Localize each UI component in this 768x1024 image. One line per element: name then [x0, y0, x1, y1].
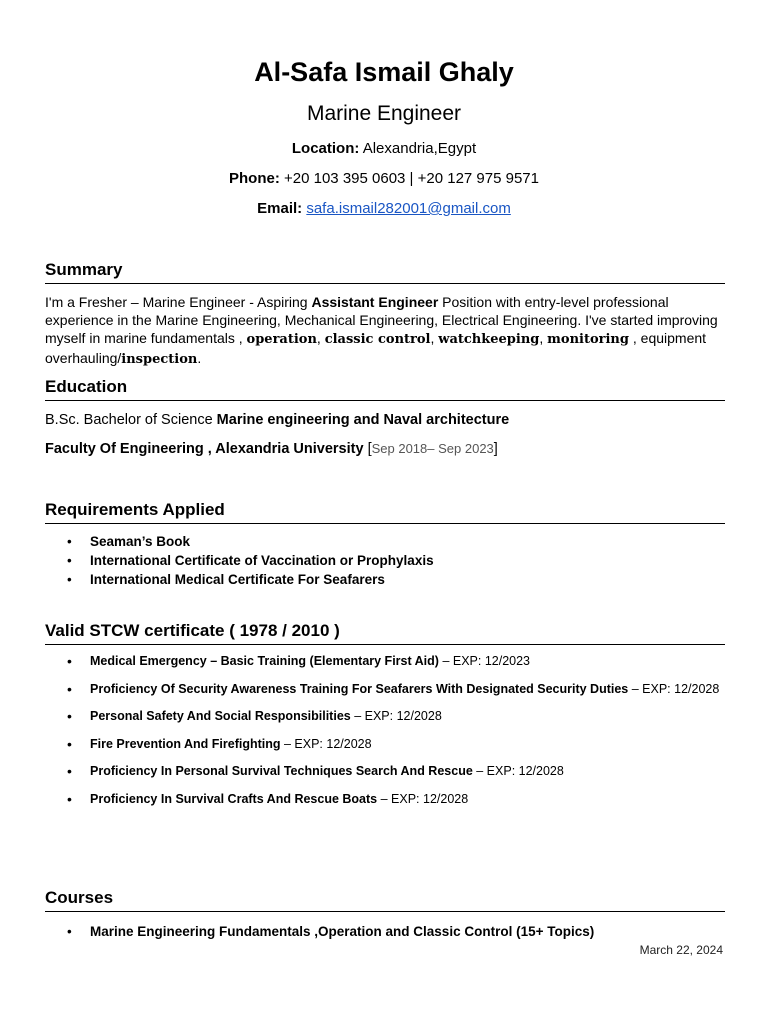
stcw-heading: Valid STCW certificate ( 1978 / 2010 ) — [45, 621, 340, 640]
list-item: • International Certificate of Vaccination or Prophylaxis — [45, 551, 725, 570]
bracket: [ — [363, 441, 372, 457]
certificate-name: Proficiency In Survival Crafts And Rescue Boats — [90, 791, 378, 806]
certificate-expiry: – EXP: 12/2028 — [377, 791, 469, 806]
requirements-section-header — [45, 499, 725, 524]
location-line — [0, 139, 768, 159]
courses-heading: Courses — [45, 888, 114, 907]
location-label: Location: — [291, 140, 360, 157]
summary-highlight: Assistant Engineer — [311, 294, 439, 310]
requirements-heading: Requirements Applied — [45, 500, 225, 519]
summary-text-part: . — [197, 350, 202, 366]
education-heading: Education — [45, 377, 128, 396]
certificate-expiry: – EXP: 12/2023 — [438, 654, 531, 668]
certificate-name: Fire Prevention And Firefighting — [90, 736, 281, 751]
education-dates: Sep 2018– Sep 2023 — [371, 441, 494, 456]
summary-text-part: I'm a Fresher – Marine Engineer - Aspiring — [45, 294, 312, 310]
location-value: Alexandria,Egypt — [362, 140, 477, 157]
section-divider — [45, 283, 725, 284]
list-item — [45, 676, 725, 704]
list-item — [45, 703, 725, 731]
phone-line — [0, 169, 768, 189]
list-item: • Seaman’s Book — [45, 532, 725, 551]
phone-label: Phone: — [229, 170, 280, 187]
footer-date: March 22, 2024 — [639, 943, 723, 957]
skill-keyword: watchkeeping — [438, 332, 540, 347]
skill-keyword: classic control — [324, 332, 431, 347]
candidate-name: Al-Safa Ismail Ghaly — [254, 57, 514, 87]
certificate-name: Medical Emergency – Basic Training (Elementary First Aid) — [90, 654, 439, 668]
list-item: • Marine Engineering Fundamentals ,Operation and Classic Control (15+ Topics) — [45, 922, 725, 941]
list-item — [45, 786, 725, 814]
degree-line — [45, 411, 720, 429]
list-item — [45, 731, 725, 759]
courses-section-header — [45, 887, 725, 912]
school-name: Faculty Of Engineering , Alexandria University — [45, 441, 364, 457]
summary-heading: Summary — [45, 260, 123, 279]
summary-text — [45, 293, 720, 369]
certificate-name: Proficiency In Personal Survival Techniques Search And Rescue — [90, 764, 473, 778]
skill-keyword: inspection — [121, 352, 198, 367]
summary-separator: , — [539, 330, 548, 346]
degree-prefix: B.Sc. Bachelor of Science — [45, 412, 217, 428]
certificate-expiry: – EXP: 12/2028 — [350, 709, 442, 723]
summary-text-part: , equipment overhauling/ — [45, 330, 707, 366]
skill-keyword: monitoring — [547, 332, 629, 347]
list-item — [45, 758, 725, 786]
summary-section-header — [45, 259, 725, 284]
requirements-list — [45, 532, 725, 589]
job-title: Marine Engineer — [306, 102, 462, 125]
email-line — [0, 199, 768, 219]
education-section-header — [45, 376, 725, 401]
summary-text-part: Position with entry-level professional experience in the Marine Engineering, Mechanical Engineering, Electrical Engineering. I've started improving myself in marine fundamentals , — [45, 294, 718, 346]
email-label: Email: — [257, 200, 303, 217]
section-divider — [45, 400, 725, 401]
certificate-expiry: – EXP: 12/2028 — [628, 681, 720, 696]
stcw-list — [45, 648, 725, 813]
phone-value: +20 103 395 0603 | +20 127 975 9571 — [284, 170, 539, 187]
certificate-expiry: – EXP: 12/2028 — [472, 764, 564, 778]
list-item: • International Medical Certificate For Seafarers — [45, 570, 725, 589]
bracket: ] — [493, 441, 498, 457]
section-divider — [45, 523, 725, 524]
certificate-name: Personal Safety And Social Responsibilities — [90, 709, 351, 723]
summary-separator: , — [316, 330, 325, 346]
email-link[interactable]: safa.ismail282001@gmail.com — [306, 200, 511, 217]
section-divider — [45, 911, 725, 912]
certificate-expiry: – EXP: 12/2028 — [280, 736, 372, 751]
degree-field: Marine engineering and Naval architecture — [216, 412, 510, 428]
list-item — [45, 648, 725, 676]
certificate-name: Proficiency Of Security Awareness Training For Seafarers With Designated Security Duties — [90, 681, 629, 696]
courses-list — [45, 922, 725, 941]
school-line — [45, 440, 720, 458]
section-divider — [45, 644, 725, 645]
skill-keyword: operation — [246, 332, 317, 347]
stcw-section-header — [45, 620, 725, 645]
summary-separator: , — [430, 330, 439, 346]
